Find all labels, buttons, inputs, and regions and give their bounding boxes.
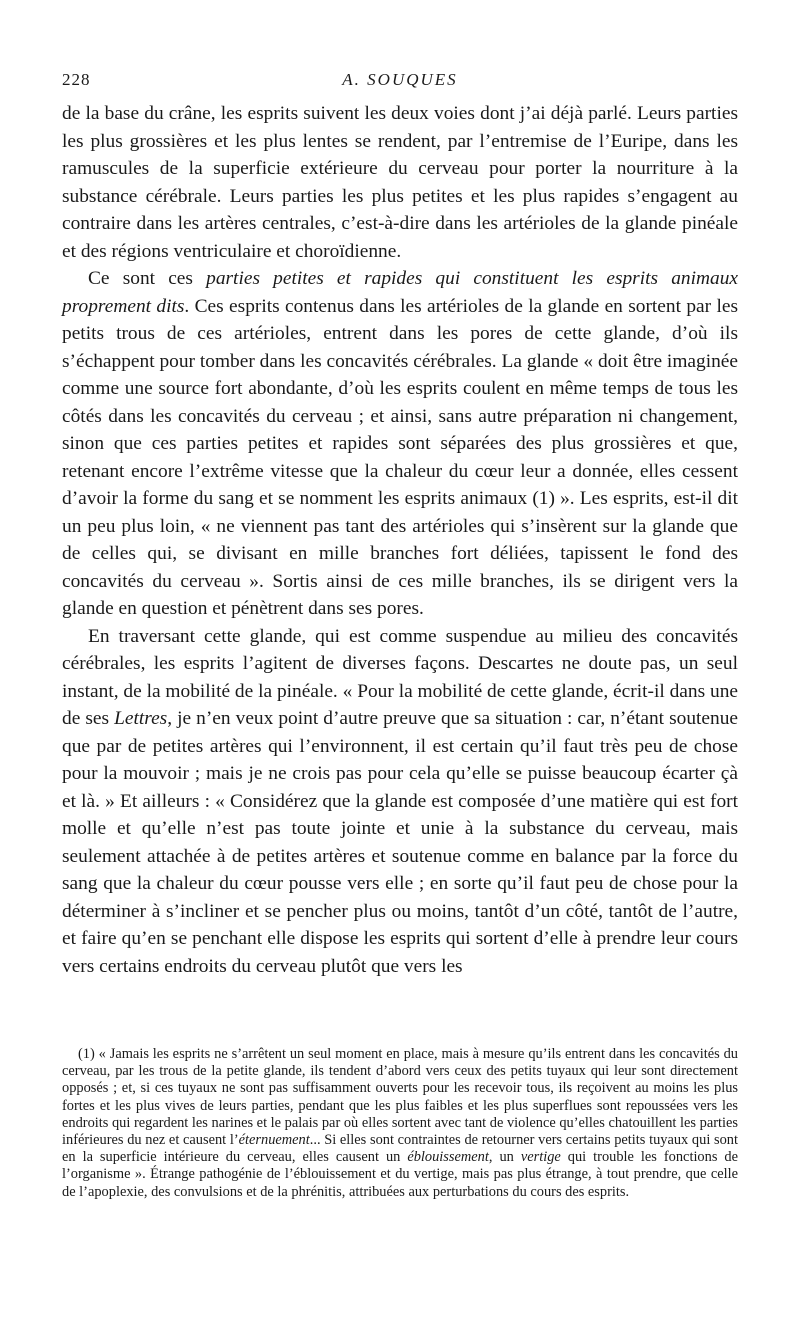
text-run: (1) « Jamais les esprits ne s’arrêtent un seul moment en place, mais à mesure qu’ils entrent dans les concavités du cerveau, par les trous de la petite glande, ils tendent d’abord vers ceux des petits tuyaux qui leur sont directement opposés ; et, si ces tuyaux ne sont pas suffisamment ouverts pour les recevoir tous, ils reçoivent au moins les plus fortes et les plus vives de leurs parties, pendant que les plus faibles et les plus superflues sont repoussées vers les endroits qui regardent les narines et le palais par où elles sortent avec tant de violence qu’elles chatouillent les parties inférieures du nez et causent l’ bbox=[62, 1046, 738, 1149]
text-run: ... Si elles sont contraintes de retourner vers certains petits tuyaux qui sont en la superficie intérieure du cerveau, elles causent un bbox=[62, 1132, 738, 1166]
italic-text: Lettres bbox=[114, 708, 168, 729]
text-run: En traversant cette glande, qui est comme suspendue au milieu des concavités cérébrales, les esprits l’agitent de diverses façons. Descartes ne doute pas, un seul instant, de la mobilité de la pinéale. « Pour la mobilité de cette glande, écrit-il dans une de ses bbox=[62, 625, 738, 729]
italic-text: éternuement bbox=[238, 1132, 310, 1149]
text-run: Ce sont ces bbox=[88, 268, 207, 289]
italic-text: éblouissement bbox=[407, 1149, 489, 1166]
text-run: . Ces esprits contenus dans les artérioles de la glande en sortent par les petits trous de ces artérioles, entrent dans les pores de cette glande, d’où ils s’échappent pour tomber dans les concavités cérébrales. La glande « doit être imaginée comme une source fort abondante, d’où les esprits coulent en même temps de tous les côtés dans les concavités du cerveau ; et ainsi, sans autre préparation ni changement, sinon que ces parties petites et rapides sont séparées des plus grossières et que, retenant encore l’extrême vitesse que la chaleur du cœur leur a donnée, elles cessent d’avoir la forme du sang et se nomment les esprits animaux (1) ». Les esprits, est-il dit un peu plus loin, « ne viennent pas tant des artérioles qui s’insèrent sur la glande que de celles qui, se divisant en mille branches fort déliées, tapissent le fond des concavités du cerveau ». Sortis ainsi de ces mille branches, ils se dirigent vers la glande en question et pénètrent dans ses pores. bbox=[62, 295, 738, 619]
footnotes bbox=[62, 1046, 738, 1201]
text-run: qui trouble les fonctions de l’organisme ». Étrange pathogénie de l’éblouissement et du vertige, mais pas plus étrange, à tout prendre, que celle de l’apoplexie, des convulsions et de la phrénitis, attribuées aux perturbations du cours des esprits. bbox=[62, 1149, 738, 1200]
footnote bbox=[62, 1046, 738, 1201]
paragraph bbox=[62, 100, 738, 265]
page-number: 228 bbox=[62, 70, 91, 89]
italic-text: vertige bbox=[520, 1149, 561, 1166]
paragraph bbox=[62, 623, 738, 981]
text-run: , un bbox=[488, 1149, 521, 1166]
running-head: A. SOUQUES bbox=[342, 70, 458, 89]
body-text bbox=[62, 100, 738, 980]
text-run: de la base du crâne, les esprits suivent les deux voies dont j’ai déjà parlé. Leurs parties les plus grossières et les plus lentes se rendent, par l’entremise de l’Euripe, dans les ramuscules de la superficie extérieure du cerveau pour porter la nourriture à la substance cérébrale. Leurs parties les plus petites et les plus rapides s’engagent au contraire dans les artères centrales, c’est-à-dire dans les artérioles de la glande pinéale et des régions ventriculaire et choroïdienne. bbox=[62, 103, 738, 262]
page-header bbox=[62, 70, 738, 94]
italic-text: parties petites et rapides qui constituent les esprits animaux proprement dits bbox=[62, 268, 738, 317]
paragraph bbox=[62, 265, 738, 623]
text-run: , je n’en veux point d’autre preuve que sa situation : car, n’étant soutenue que par de petites artères qui l’environnent, il est certain qu’il faut très peu de chose pour la mouvoir ; mais je ne crois pas pour cela qu’elle se puisse beaucoup écarter çà et là. » Et ailleurs : « Considérez que la glande est composée d’une matière qui est fort molle et qu’elle n’est pas toute jointe et unie à la substance du cerveau, mais seulement attachée à de petites artères et soutenue comme en balance par la force du sang que la chaleur du cœur pousse vers elle ; en sorte qu’il faut peu de chose pour la déterminer à s’incliner et se pencher plus ou moins, tantôt d’un côté, tantôt de l’autre, et faire qu’en se penchant elle dispose les esprits qui sortent d’elle à prendre leur cours vers certains endroits du cerveau plutôt que vers les bbox=[62, 708, 739, 977]
